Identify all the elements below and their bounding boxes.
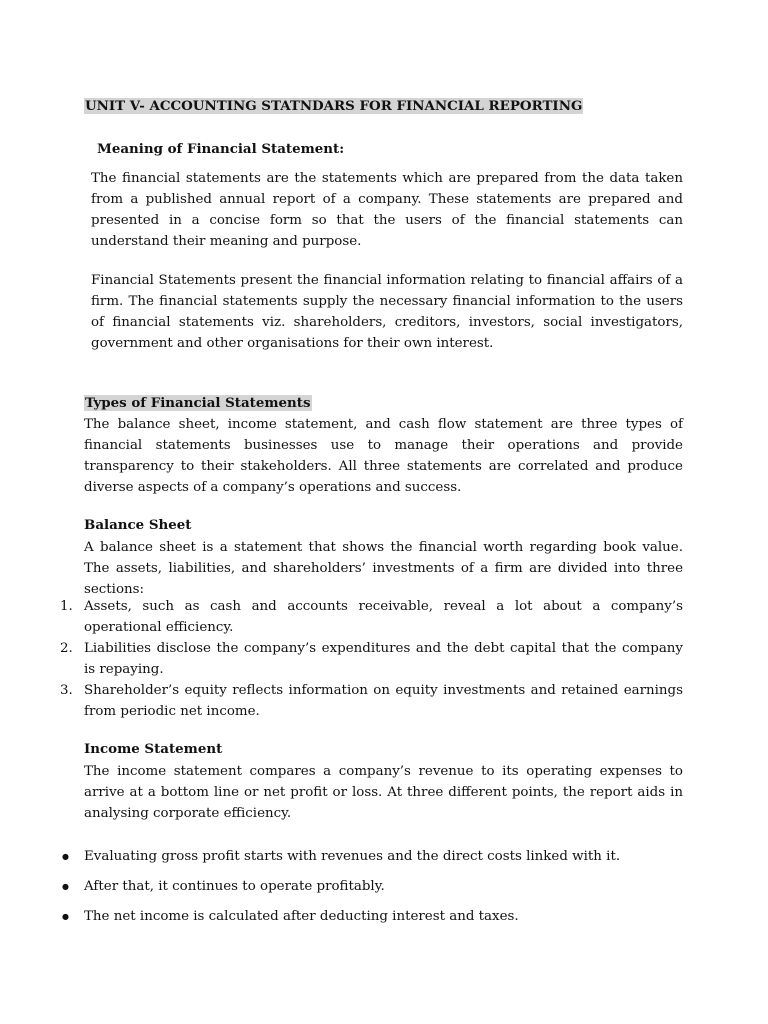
meaning-paragraph-2 xyxy=(91,270,683,354)
list-item xyxy=(60,638,683,680)
list-item-number: 3. xyxy=(60,683,73,698)
bullet-text: The net income is calculated after deducting interest and taxes. xyxy=(84,909,519,924)
types-heading-text: Types of Financial Statements xyxy=(85,395,311,411)
bullet-icon: ● xyxy=(62,912,69,921)
list-item-text: Liabilities disclose the company’s expenditures and the debt capital that the company is repaying. xyxy=(84,641,683,677)
page-title xyxy=(84,96,583,117)
balance-sheet-list xyxy=(60,596,683,722)
balance-sheet-heading: Balance Sheet xyxy=(84,517,192,533)
types-heading xyxy=(84,393,683,414)
list-item-text: Assets, such as cash and accounts receivable, reveal a lot about a company’s operational efficiency. xyxy=(84,599,683,635)
list-item xyxy=(60,680,683,722)
income-statement-heading: Income Statement xyxy=(84,741,223,757)
balance-sheet-paragraph xyxy=(84,537,683,600)
bullet-icon: ● xyxy=(62,852,69,861)
balance-sheet-paragraph-text: A balance sheet is a statement that shows the financial worth regarding book value. The assets, liabilities, and shareholders’ investments of a firm are divided into three sections: xyxy=(84,540,683,597)
list-item-number: 2. xyxy=(60,641,73,656)
income-statement-paragraph-text: The income statement compares a company’s revenue to its operating expenses to arrive at a bottom line or net profit or loss. At three different points, the report aids in analysing corporate efficiency. xyxy=(84,764,683,821)
bullet-icon: ● xyxy=(62,882,69,891)
meaning-paragraph-1 xyxy=(91,168,683,252)
types-paragraph-text: The balance sheet, income statement, and cash flow statement are three types of financial statements businesses use to manage their operations and provide transparency to their stakeholders. All three statements are correlated and produce diverse aspects of a company’s operations and success. xyxy=(84,417,683,495)
meaning-heading: Meaning of Financial Statement: xyxy=(97,141,345,157)
bullet-text: After that, it continues to operate profitably. xyxy=(84,879,385,894)
page-title-text: UNIT V- ACCOUNTING STATNDARS FOR FINANCIAL REPORTING xyxy=(85,98,583,114)
meaning-paragraph-1-text: The financial statements are the statements which are prepared from the data taken from a published annual report of a company. These statements are prepared and presented in a concise form so that the users of the financial statements can understand their meaning and purpose. xyxy=(91,171,683,249)
list-item xyxy=(62,906,683,927)
list-item xyxy=(60,596,683,638)
list-item xyxy=(62,876,683,897)
list-item-number: 1. xyxy=(60,599,73,614)
income-statement-paragraph xyxy=(84,761,683,824)
bullet-text: Evaluating gross profit starts with revenues and the direct costs linked with it. xyxy=(84,849,621,864)
types-paragraph xyxy=(84,414,683,498)
list-item-text: Shareholder’s equity reflects information on equity investments and retained earnings from periodic net income. xyxy=(84,683,683,719)
list-item xyxy=(62,846,683,867)
meaning-paragraph-2-text: Financial Statements present the financial information relating to financial affairs of a firm. The financial statements supply the necessary financial information to the users of financial statements viz. shareholders, creditors, investors, social investigators, government and other organisations for their own interest. xyxy=(91,273,683,351)
